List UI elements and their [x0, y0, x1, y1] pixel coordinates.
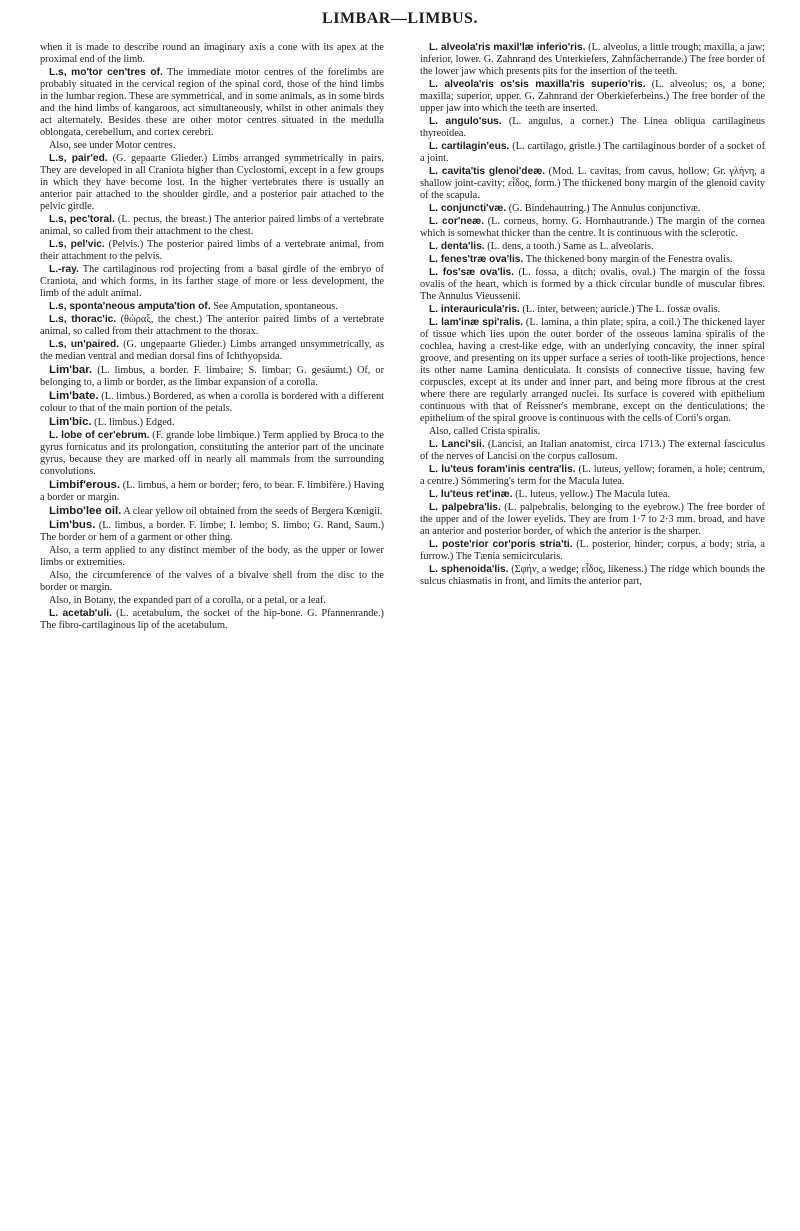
dictionary-entry [40, 67, 384, 139]
entry-definition: (L. limbus, a border. F. limbaire; S. limbar; G. gesäumt.) Of, or belonging to, a limb or border, as the limbar expansion of a corolla. [40, 365, 384, 388]
dictionary-entry [420, 116, 765, 140]
dictionary-entry [420, 166, 765, 202]
entry-definition: Also, see under Motor centres. [49, 140, 176, 151]
entry-definition: (L. limbus.) Edged. [91, 417, 175, 428]
entry-definition: (Σφήν, a wedge; εἶδος, likeness.) The ridge which bounds the sulcus chiasmatis in front, and limits the anterior part, [420, 564, 766, 587]
entry-headword: L.s, thorac'ic. [49, 314, 117, 325]
entry-definition: (L. dens, a tooth.) Same as L. alveolaris. [484, 241, 654, 252]
dictionary-entry [420, 267, 765, 303]
dictionary-entry [40, 595, 384, 607]
entry-definition: (L. alveolus; os, a bone; maxilla; superior, upper. G. Zahnrand der Oberkieferbeins.) The free border of the upper jaw into which the teeth are inserted. [420, 79, 765, 114]
entry-definition: (F. grande lobe limbique.) Term applied by Broca to the gyrus fornicatus and its prolongation, constituting the anterior part of the uncinate gyrus, because they are marked off in nearly all mammals from the surrounding convolutions. [40, 430, 384, 477]
entry-headword: L. alveola'ris os'sis maxilla'ris superio'ris. [429, 79, 646, 90]
entry-definition: Also, a term applied to any distinct member of the body, as the upper or lower limbs or extremities. [40, 545, 384, 568]
dictionary-entry [40, 479, 384, 504]
entry-definition: (L. acetabulum, the socket of the hip-bone. G. Pfannenrande.) The fibro-cartilaginous lip of the acetabulum. [40, 608, 384, 631]
dictionary-entry [420, 216, 765, 240]
entry-headword: L.-ray. [49, 264, 79, 275]
entry-definition: (G. Bindehautring.) The Annulus conjunctivæ. [506, 203, 701, 214]
entry-headword: L.s, mo'tor cen'tres of. [49, 67, 163, 78]
entry-definition: (Pelvis.) The posterior paired limbs of a vertebrate animal, from their attachment to the pelvis. [40, 239, 384, 262]
entry-definition: (Mod. L. cavitas, from cavus, hollow; Gr. γλήνη, a shallow joint-cavity; εἶδος, form.) The thickened bony margin of the glenoid cavity of the scapula. [420, 166, 766, 201]
entry-headword: L. acetab'uli. [49, 608, 112, 619]
dictionary-entry [420, 464, 765, 488]
dictionary-entry [420, 489, 765, 501]
entry-definition: (G. ungepaarte Glieder.) Limbs arranged unsymmetrically, as the median ventral and median dorsal fins of Ichthyopsida. [40, 339, 384, 362]
dictionary-entry [420, 502, 765, 538]
dictionary-entry [40, 214, 384, 238]
entry-headword: L.s, pec'toral. [49, 214, 115, 225]
dictionary-entry [40, 301, 384, 313]
entry-definition: Also, in Botany, the expanded part of a corolla, or a petal, or a leaf. [49, 595, 326, 606]
dictionary-entry [40, 314, 384, 338]
entry-headword: L.s, un'paired. [49, 339, 120, 350]
dictionary-entry [40, 519, 384, 544]
entry-headword: L. conjuncti'væ. [429, 203, 507, 214]
dictionary-entry [40, 416, 384, 429]
entry-headword: L. poste'rior cor'poris stria'ti. [429, 539, 573, 550]
entry-definition: (L. palpebralis, belonging to the eyebrow.) The free border of the upper and of the lower eyelids. They are from 1·7 to 2·3 mm. broad, and have an anterior and posterior border, of which the anterior is the sharper. [420, 502, 765, 537]
entry-headword: L. interauricula'ris. [429, 304, 520, 315]
dictionary-entry [420, 539, 765, 563]
dictionary-entry [420, 241, 765, 253]
dictionary-entry [40, 140, 384, 152]
entry-headword: L. cavita'tis glenoi'deæ. [429, 166, 546, 177]
entry-headword: L. palpebra'lis. [429, 502, 501, 513]
entry-headword: L. angulo'sus. [429, 116, 502, 127]
dictionary-entry [420, 564, 765, 588]
entry-headword: L.s, pel'vic. [49, 239, 105, 250]
dictionary-entry [420, 79, 765, 115]
dictionary-entry [40, 505, 384, 518]
entry-definition: (L. alveolus, a little trough; maxilla, a jaw; inferior, lower. G. Zahnrand des Unterkiefers, Zahnfächerrande.) The free border of the lower jaw which presents pits for the insertion of the teeth. [420, 42, 765, 77]
entry-definition: A clear yellow oil obtained from the seeds of Bergera Kœnigii. [121, 506, 383, 517]
entry-headword: L. lu'teus ret'inæ. [429, 489, 513, 500]
dictionary-entry [420, 254, 765, 266]
entry-definition: See Amputation, spontaneous. [210, 301, 338, 312]
entry-headword: Limbo'lee oil. [49, 505, 122, 517]
dictionary-entry [420, 439, 765, 463]
entry-definition: The thickened bony margin of the Fenestra ovalis. [523, 254, 733, 265]
dictionary-entry [420, 203, 765, 215]
entry-headword: L. denta'lis. [429, 241, 485, 252]
entry-definition: (L. luteus, yellow; foramen, a hole; centrum, a centre.) Sömmering's term for the Macula lutea. [420, 464, 766, 487]
entry-definition: (L. corneus, horny. G. Hornhautrande.) The margin of the cornea which is somewhat thicker than the centre. It is continuous with the sclerotic. [420, 216, 765, 239]
dictionary-entry [40, 430, 384, 478]
dictionary-entry [40, 545, 384, 569]
entry-headword: Limbif'erous. [49, 479, 121, 491]
entry-headword: Lim'bate. [49, 390, 99, 402]
entry-headword: Lim'bar. [49, 364, 93, 376]
entry-headword: L. cartilagin'eus. [429, 141, 510, 152]
dictionary-entry [420, 141, 765, 165]
entry-headword: L. lu'teus foram'inis centra'lis. [429, 464, 576, 475]
entry-headword: L. lam'inæ spi'ralis. [429, 317, 524, 328]
entry-definition: (L. limbus, a hem or border; fero, to bear. F. limbifère.) Having a border or margin. [40, 480, 384, 503]
entry-definition: (L. pectus, the breast.) The anterior paired limbs of a vertebrate animal, so called from their attachment to the chest. [40, 214, 384, 237]
entry-definition: (L. cartilago, gristle.) The cartilaginous border of a socket of a joint. [420, 141, 766, 164]
entry-definition: (L. lamina, a thin plate; spira, a coil.) The thickened layer of tissue which lies upon the outer border of the osseous lamina spiralis of the cochlea, having a crest-like edge, with an underlying concavity, the inner spiral groove, and presenting on its upper surface a series of tooth-like projections, hence its other name Lamina denticulata. It consists of connective tissue, having few corpuscles, except at its under and inner part, and being more fibrous at the crest where there are regularly arranged nuclei. Its surface is covered with epithelium continuous with that of Reissner's membrane, except on the denticulations; the epithelium of the spiral groove is continuous with the cells of Corti's organ. [420, 317, 766, 424]
entry-headword: L. cor'neæ. [429, 216, 485, 227]
dictionary-entry [40, 153, 384, 213]
dictionary-entry [40, 570, 384, 594]
dictionary-entry [40, 42, 384, 66]
entry-definition: Also, called Crista spiralis. [429, 426, 541, 437]
entry-definition: (L. fossa, a ditch; ovalis, oval.) The margin of the fossa ovalis of the heart, which is formed by a thick circular bundle of muscular fibres. The Annulus Vieussenii. [420, 267, 766, 302]
entry-definition: (Lancisi, an Italian anatomist, circa 1713.) The external fasciculus of the nerves of Lancisi on the corpus callosum. [420, 439, 766, 462]
entry-headword: L.s, pair'ed. [49, 153, 108, 164]
entry-definition: (L. luteus, yellow.) The Macula lutea. [512, 489, 671, 500]
entry-definition: (G. gepaarte Glieder.) Limbs arranged symmetrically in pairs. They are developed in all Craniota higher than Cyclostomi, except in a few groups in which they have become lost. In the higher vertebrates there is usually an anterior pair attached to the shoulder girdle, and a posterior pair attached to the pelvic girdle. [40, 153, 384, 212]
dictionary-entry [40, 390, 384, 415]
entry-headword: L. fenes'træ ova'lis. [429, 254, 524, 265]
dictionary-entry [40, 339, 384, 363]
entry-headword: L. Lanci'sii. [429, 439, 485, 450]
entry-definition: The immediate motor centres of the forelimbs are probably situated in the cervical region of the spinal cord, those of the hind limbs in the lumbar region. These are symmetrical, and in some animals, as in some birds and the hind limbs of kangaroos, act simultaneously, whilst in other animals they act alternately. Besides these are other motor centres situated in the medulla oblongata, cerebellum, and cortex cerebri. [40, 67, 384, 138]
dictionary-entry [420, 426, 765, 438]
dictionary-entry [40, 264, 384, 300]
entry-definition: (L. limbus, a border. F. limbe; I. lembo; S. limbo; G. Rand, Saum.) The border or hem of a garment or other thing. [40, 520, 384, 543]
entry-headword: L. fos'sæ ova'lis. [429, 267, 515, 278]
dictionary-entry [40, 608, 384, 632]
dictionary-entry [420, 42, 765, 78]
entry-definition: Also, the circumference of the valves of a bivalve shell from the disc to the border or margin. [40, 570, 384, 593]
entry-headword: L. alveola'ris maxil'læ inferio'ris. [429, 42, 586, 53]
entry-definition: when it is made to describe round an imaginary axis a cone with its apex at the proximal end of the limb. [40, 42, 384, 65]
dictionary-entry [40, 239, 384, 263]
entry-definition: (L. angulus, a corner.) The Linea obliqua cartilagineus thyreoidea. [420, 116, 765, 139]
dictionary-entry [420, 317, 765, 425]
entry-headword: Lim'bus. [49, 519, 96, 531]
entry-definition: (L. posterior, hinder; corpus, a body; stria, a furrow.) The Tænia semicircularis. [420, 539, 765, 562]
entry-definition: (L. inter, between; auricle.) The L. fossæ ovalis. [519, 304, 721, 315]
dictionary-entry [40, 364, 384, 389]
entry-definition: The cartilaginous rod projecting from a basal girdle of the embryo of Craniota, and which forms, in its farther stage of more or less development, the limb of the adult animal. [40, 264, 384, 299]
right-column [420, 42, 765, 589]
entry-definition: (L. limbus.) Bordered, as when a corolla is bordered with a different colour to that of the main portion of the petals. [40, 391, 384, 414]
left-column [40, 42, 384, 633]
entry-headword: Lim'bic. [49, 416, 92, 428]
entry-definition: (θώραξ, the chest.) The anterior paired limbs of a vertebrate animal, so called from their attachment to the thorax. [40, 314, 385, 337]
entry-headword: L. lobe of cer'ebrum. [49, 430, 150, 441]
page-title: LIMBAR—LIMBUS. [322, 10, 478, 27]
entry-headword: L. sphenoida'lis. [429, 564, 509, 575]
entry-headword: L.s, sponta'neous amputa'tion of. [49, 301, 211, 312]
dictionary-entry [420, 304, 765, 316]
